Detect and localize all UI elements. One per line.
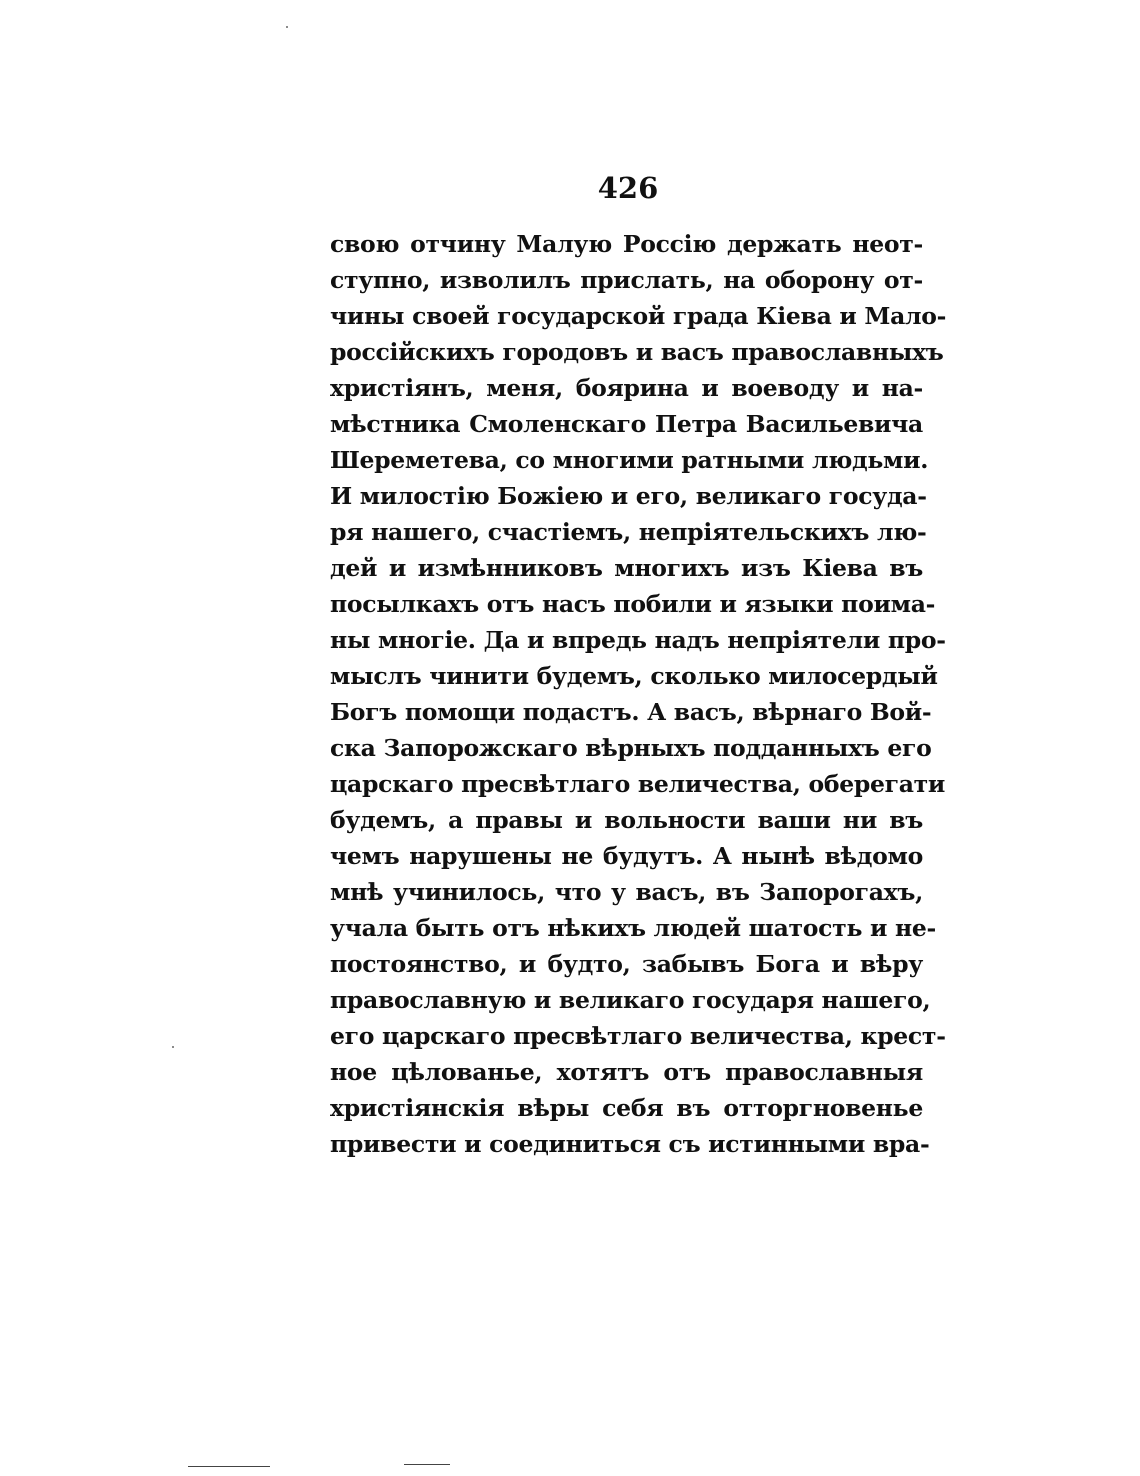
text-line: Богъ помощи подастъ. А васъ, вѣрнаго Вой- — [330, 698, 932, 726]
text-line: его царскаго пресвѣтлаго величества, крест- — [330, 1022, 946, 1050]
scan-speck — [172, 1046, 174, 1048]
text-line: учала быть отъ нѣкихъ людей шатость и не- — [330, 914, 936, 942]
text-line: ступно, изволилъ прислать, на оборону от- — [330, 266, 923, 294]
text-line: будемъ, а правы и вольности ваши ни въ — [330, 806, 923, 834]
text-line: чемъ нарушены не будутъ. А нынѣ вѣдомо — [330, 842, 923, 870]
text-line: ны многіе. Да и впредь надъ непріятели про- — [330, 626, 946, 654]
text-line: чины своей государской града Кіева и Мало- — [330, 302, 947, 330]
text-line: дей и измѣнниковъ многихъ изъ Кіева въ — [330, 554, 923, 582]
text-line: христіянъ, меня, боярина и воеводу и на- — [330, 374, 923, 402]
scan-rule-mark — [188, 1466, 270, 1467]
text-line: мнѣ учинилось, что у васъ, въ Запорогахъ, — [330, 878, 923, 906]
page-number: 426 — [597, 171, 659, 205]
text-line: И милостію Божіею и его, великаго госуда- — [330, 482, 927, 510]
text-line: Шереметева, со многими ратными людьми. — [330, 446, 929, 474]
text-line: постоянство, и будто, забывъ Бога и вѣру — [330, 950, 923, 978]
text-line: россійскихъ городовъ и васъ православныхъ — [330, 338, 944, 366]
scan-rule-mark — [404, 1464, 450, 1465]
body-text — [330, 226, 947, 1162]
text-line: привести и соединиться съ истинными вра- — [330, 1130, 930, 1158]
text-line: мыслъ чинити будемъ, сколько милосердый — [330, 662, 938, 690]
text-line: свою отчину Малую Россію держать неот- — [330, 230, 923, 258]
text-line: православную и великаго государя нашего, — [330, 986, 931, 1014]
text-line: христіянскія вѣры себя въ отторгновенье — [330, 1094, 923, 1122]
text-line: мѣстника Смоленскаго Петра Васильевича — [330, 410, 923, 438]
scan-speck — [286, 26, 288, 28]
text-line: ска Запорожскаго вѣрныхъ подданныхъ его — [330, 734, 932, 762]
text-line: ное цѣлованье, хотятъ отъ православныя — [330, 1058, 923, 1086]
text-line: ря нашего, счастіемъ, непріятельскихъ лю- — [330, 518, 927, 546]
text-line: царскаго пресвѣтлаго величества, оберегати — [330, 770, 946, 798]
text-line: посылкахъ отъ насъ побили и языки поима- — [330, 590, 936, 618]
